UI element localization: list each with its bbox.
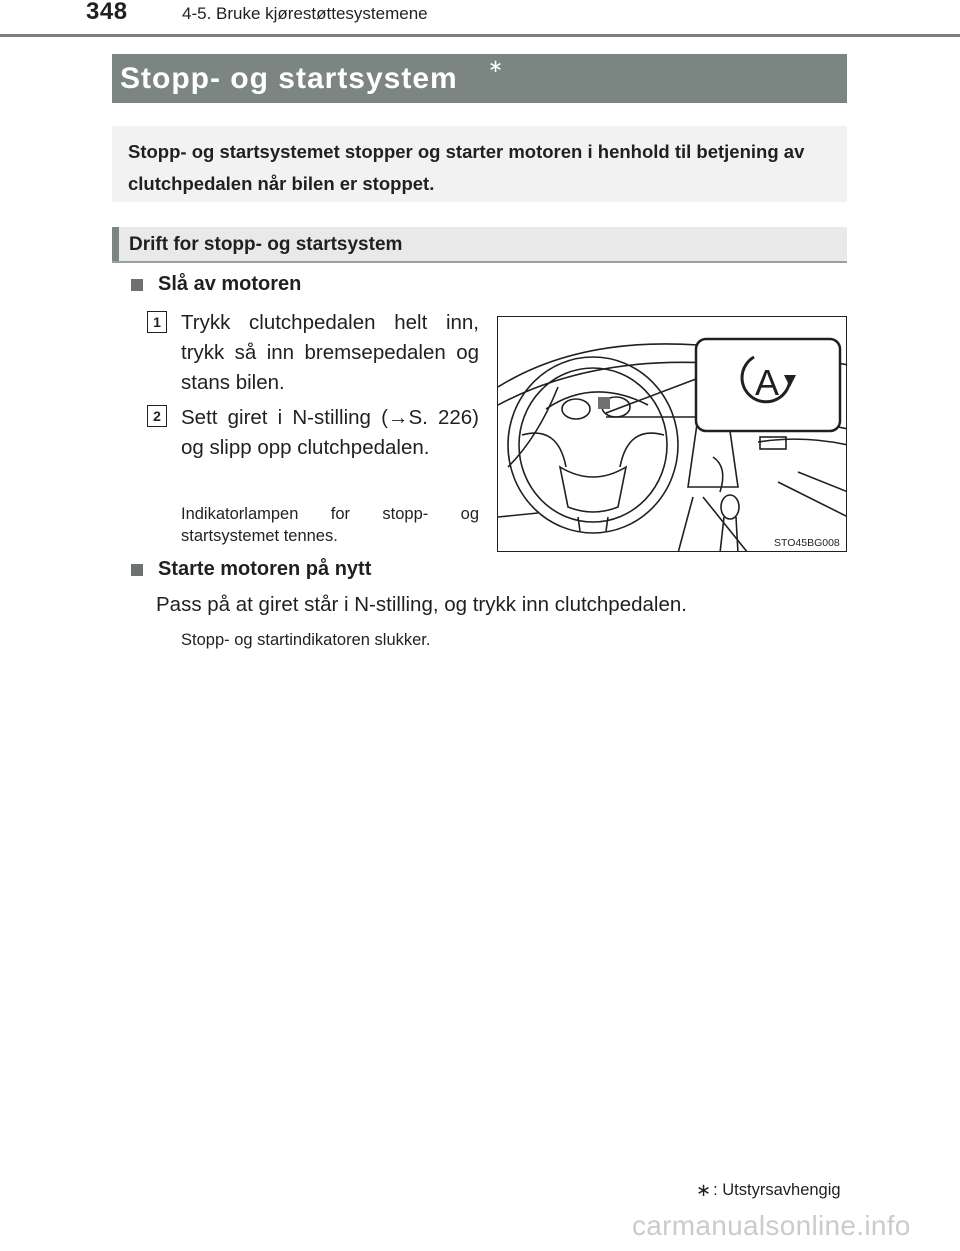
step-2-text: Sett giret i N-stilling (→S. 226) og slipp opp clutchpedalen. (181, 406, 479, 459)
step-1-text: Trykk clutchpedalen helt inn, trykk så inn bremsepedalen og stans bilen. (181, 311, 479, 394)
step-number-1: 1 (147, 311, 167, 333)
page-title: Stopp- og startsystem (120, 62, 458, 95)
dashboard-illustration (497, 316, 847, 552)
intro-text: Stopp- og startsystemet stopper og starter motoren i henhold til betjening av clutchpedalen når bilen er stoppet. (128, 141, 805, 194)
footnote (696, 1180, 841, 1201)
stop-engine-heading-text: Slå av motoren (158, 273, 302, 295)
step-number-2: 2 (147, 405, 167, 427)
page-title-bar (112, 54, 847, 103)
restart-engine-heading-text: Starte motoren på nytt (158, 558, 372, 580)
header-rule (0, 34, 960, 37)
stop-engine-note: Indikatorlampen for stopp- og startsystemet tennes. (181, 505, 479, 545)
stop-engine-heading (131, 273, 301, 296)
bullet-square-icon (131, 279, 143, 291)
intro-box (112, 126, 847, 202)
subsection-title: Drift for stopp- og startsystem (129, 234, 403, 255)
watermark: carmanualsonline.info (632, 1210, 911, 1241)
restart-engine-note: Stopp- og startindikatoren slukker. (181, 631, 431, 649)
footnote-text: : Utstyrsavhengig (713, 1181, 841, 1199)
optional-equipment-marker: ∗ (488, 56, 504, 76)
subsection-accent-bar (112, 227, 119, 261)
illustration-code: STO45BG008 (774, 537, 840, 549)
subsection-heading (112, 227, 847, 263)
page-number: 348 (86, 0, 128, 25)
footnote-marker: ∗ (696, 1180, 712, 1200)
steering-wheel-illustration (498, 317, 847, 552)
section-header: 4-5. Bruke kjørestøttesystemene (182, 4, 428, 23)
indicator-letter: A (754, 362, 780, 403)
restart-engine-heading (131, 558, 371, 581)
bullet-square-icon (131, 564, 143, 576)
restart-engine-text: Pass på at giret står i N-stilling, og trykk inn clutchpedalen. (156, 593, 687, 616)
